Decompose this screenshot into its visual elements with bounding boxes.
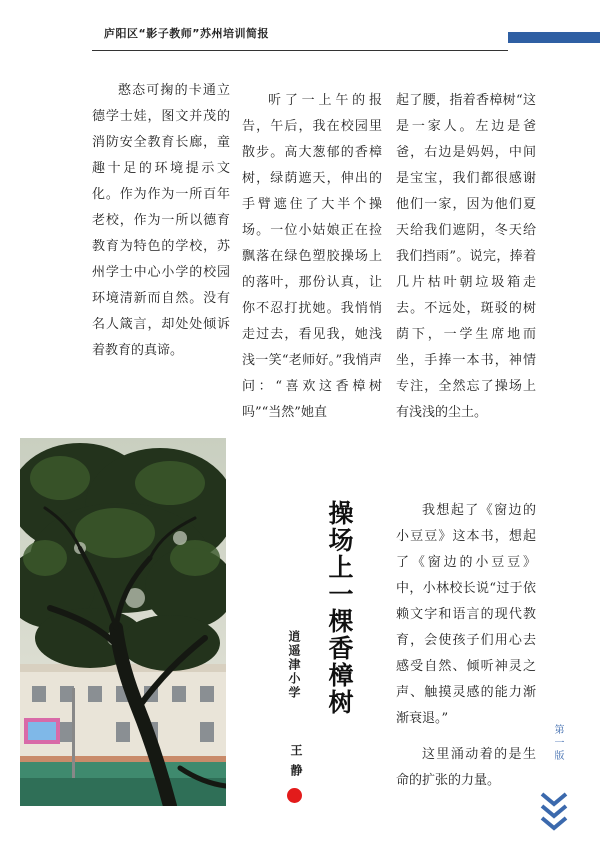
article-column-3 [396, 88, 536, 426]
article-title: 操场上一棵香樟树 [325, 500, 354, 716]
author-name: 王静 [289, 744, 303, 784]
paragraph-intro: 憨态可掬的卡通立德学士娃，图文并茂的消防安全教育长廊，童趣十足的环境提示文化。作为作为一所百年老校，作为一所以德育教育为特色的学校，苏州学士中心小学的校园环境清新而自然。没有名人箴言，却处处倾诉着教育的真谛。 [92, 83, 230, 358]
newsletter-title: 庐阳区“影子教师”苏州培训简报 [104, 27, 269, 40]
article-column-4 [396, 498, 536, 794]
red-dot-decoration [287, 788, 302, 803]
article-column-1 [92, 78, 230, 364]
camphor-tree-photo [20, 438, 226, 806]
page-section-label: 第一版 [552, 724, 563, 763]
paragraph-closing: 这里涌动着的是生命的扩张的力量。 [396, 747, 536, 788]
tree-illustration [20, 438, 226, 806]
paragraph-walk: 听了一上午的报告，午后，我在校园里散步。高大葱郁的香樟树，绿荫遮天，伸出的手臂遮住了大半个操场。一位小姑娘正在捡飘落在绿色塑胶操场上的落叶，那份认真，让你不忍打扰她。我悄悄走过去，看见我，她浅浅一笑“老师好。”我悄声问：“喜欢这香樟树吗”“当然”她直 [242, 93, 382, 420]
article-column-2 [242, 88, 382, 426]
paragraph-walk-continued: 起了腰，指着香樟树“这是一家人。左边是爸爸，右边是妈妈，中间是宝宝，我们都很感谢他们一家，因为他们夏天给我们遮阴，冬天给我们挡雨”。说完，捧着几片枯叶朝垃圾箱走去。不远处，斑驳的树荫下，一学生席地而坐，手捧一本书，神情专注，全然忘了操场上有浅浅的尘土。 [396, 93, 536, 420]
author-school: 逍遥津小学 [287, 630, 301, 700]
header-accent-bar [508, 32, 600, 43]
header-divider [92, 50, 508, 51]
chevron-down-icon [538, 790, 570, 832]
paragraph-reflection: 我想起了《窗边的小豆豆》这本书，想起了《窗边的小豆豆》中，小林校长说“过于依赖文字和语言的现代教育，会使孩子们用心去感受自然、倾听神灵之声、触摸灵感的能力渐渐衰退。” [396, 503, 536, 726]
